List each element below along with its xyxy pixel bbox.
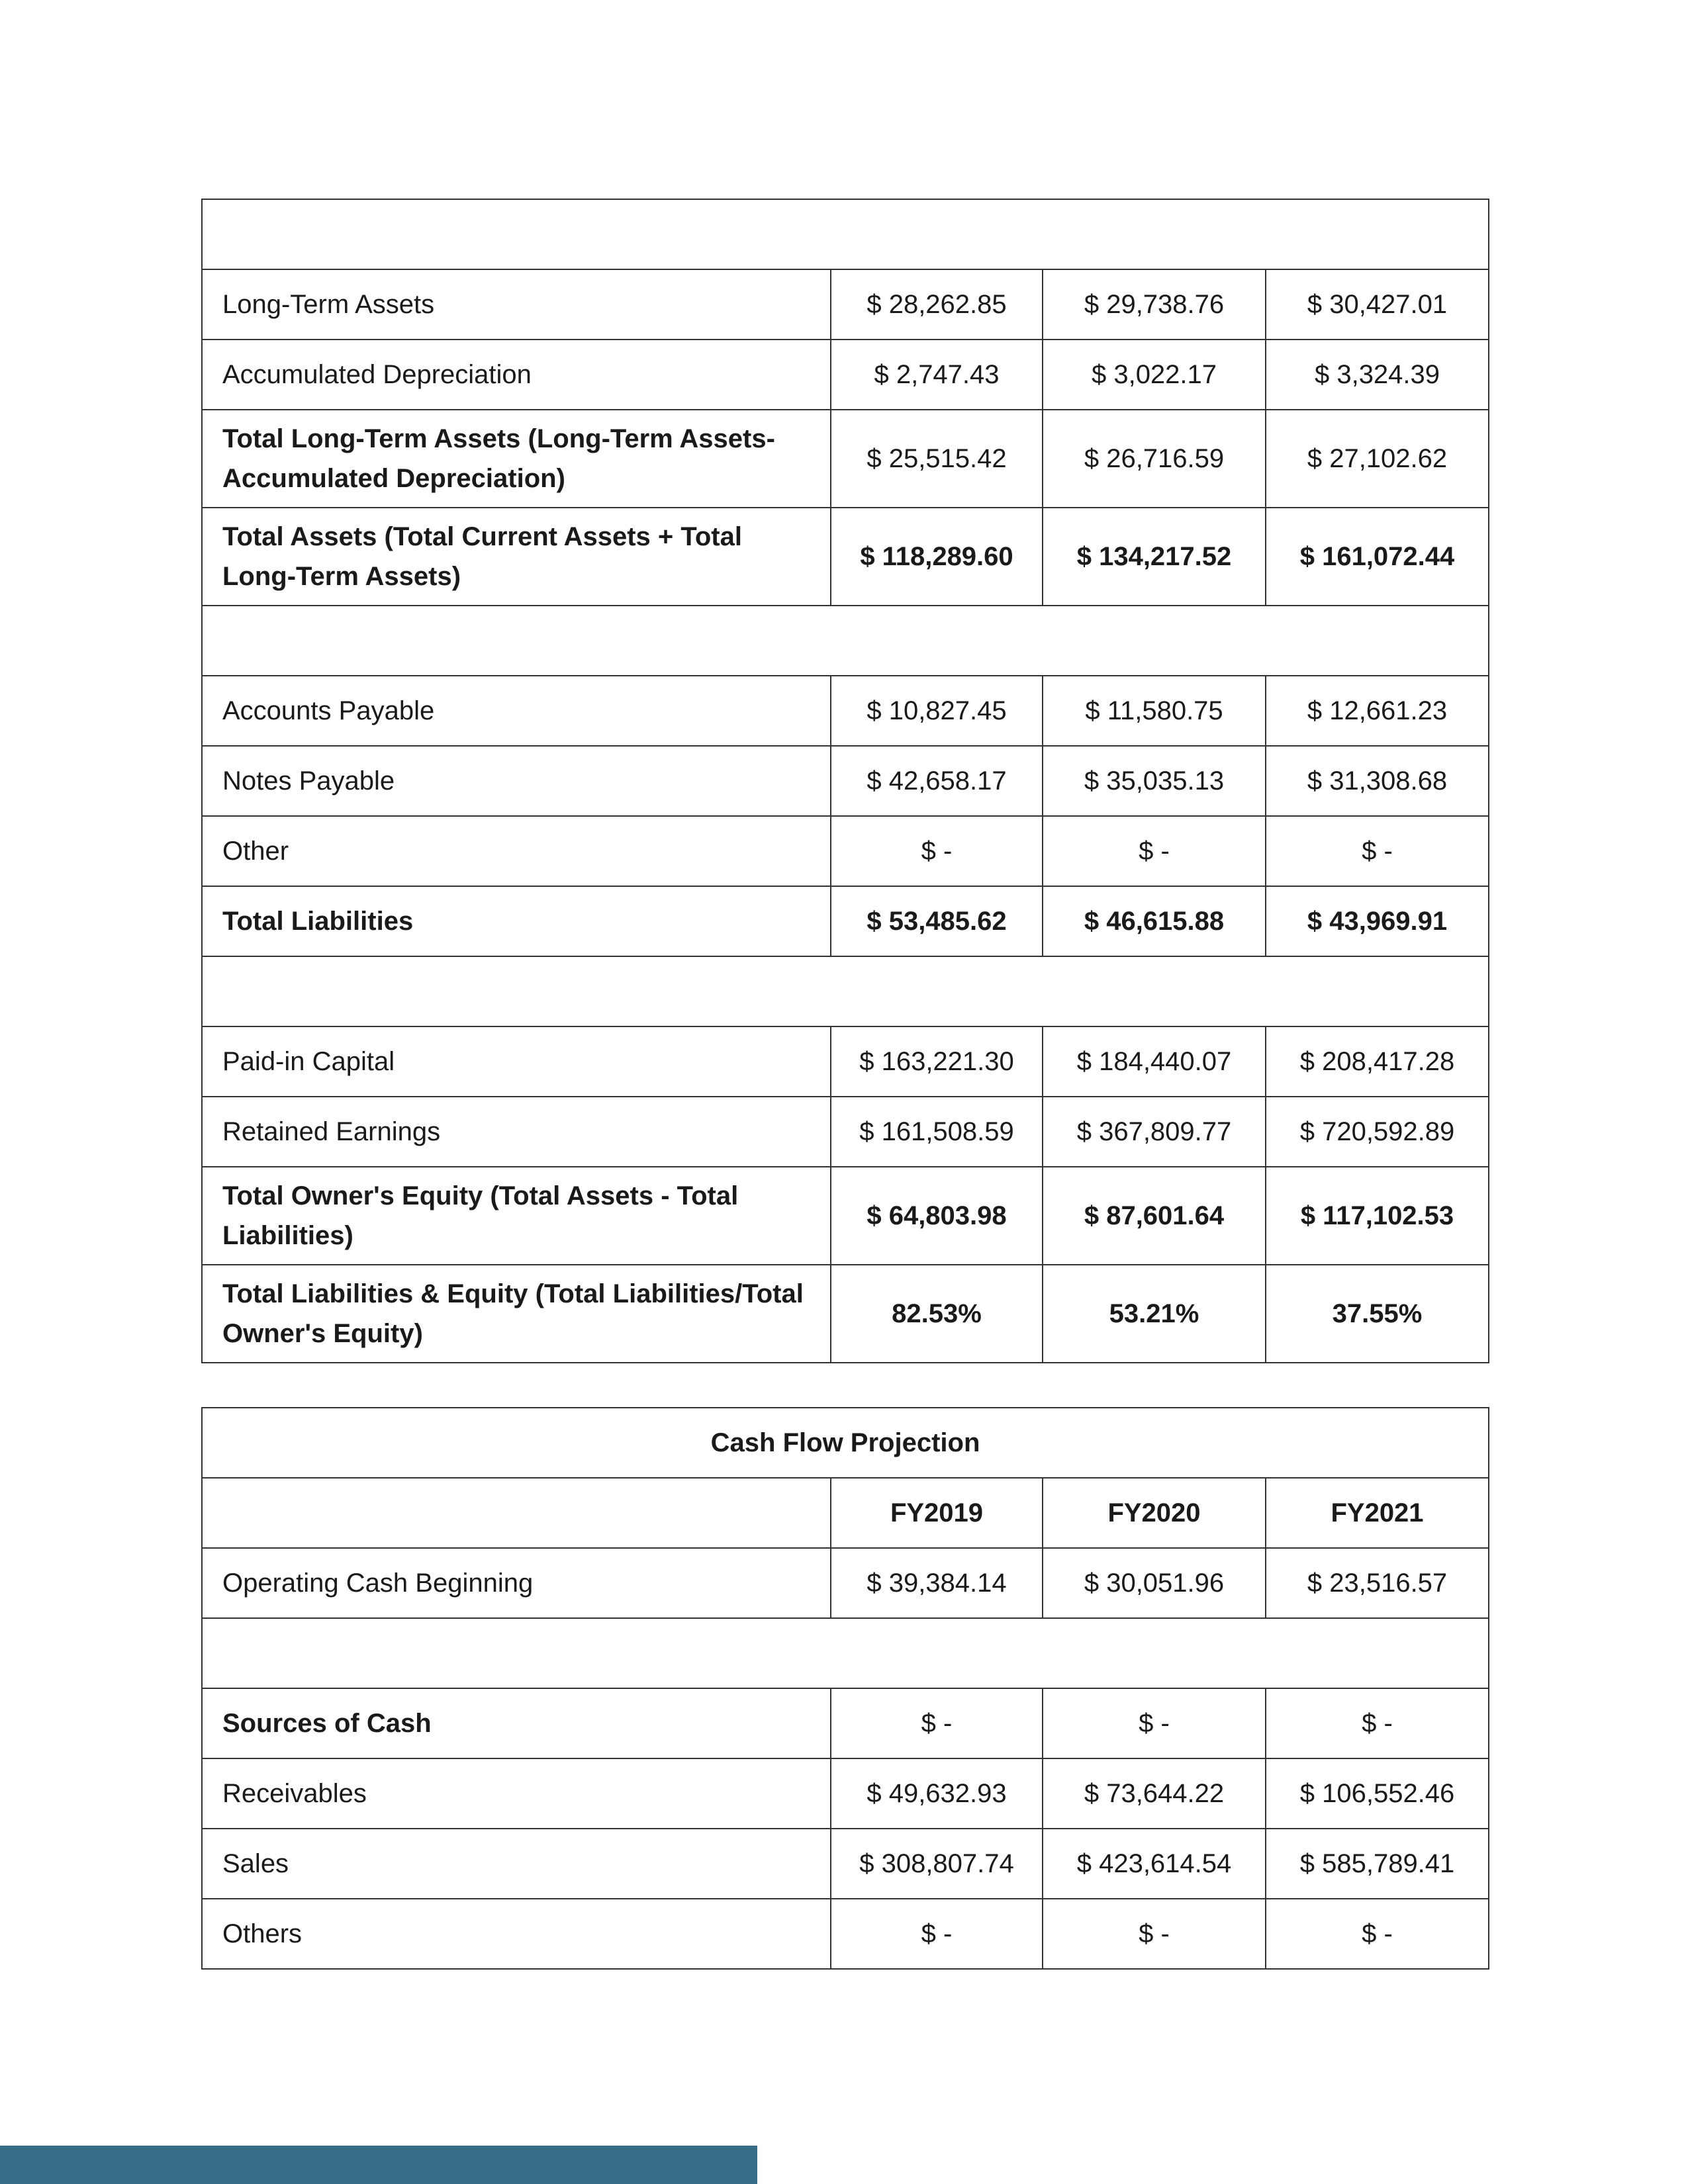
value-cell: $ 87,601.64 <box>1043 1167 1266 1265</box>
row-label: Total Owner's Equity (Total Assets - Total Liabilities) <box>202 1167 831 1265</box>
value-cell: $ 2,747.43 <box>831 340 1043 410</box>
row-total-assets-total-current-assets-total- <box>202 508 1489 606</box>
row-long-term-assets <box>202 269 1489 340</box>
row-label: Accumulated Depreciation <box>202 340 831 410</box>
value-cell: $ 3,324.39 <box>1266 340 1489 410</box>
value-cell: $ 208,417.28 <box>1266 1026 1489 1097</box>
row-label: Sources of Cash <box>202 1688 831 1758</box>
footer-accent-bar <box>0 2146 757 2184</box>
row-label: Accounts Payable <box>202 676 831 746</box>
value-cell: $ 30,051.96 <box>1043 1548 1266 1618</box>
row-label: Long-Term Assets <box>202 269 831 340</box>
cash-flow-body <box>202 1408 1489 1969</box>
row-label: Paid-in Capital <box>202 1026 831 1097</box>
value-cell: $ 12,661.23 <box>1266 676 1489 746</box>
header-fy2019: FY2019 <box>831 1478 1043 1548</box>
value-cell: 37.55% <box>1266 1265 1489 1363</box>
balance-sheet-table <box>201 199 1489 1363</box>
row-operating-cash-beginning <box>202 1548 1489 1618</box>
row-notes-payable <box>202 746 1489 816</box>
header-fy2021: FY2021 <box>1266 1478 1489 1548</box>
value-cell: 53.21% <box>1043 1265 1266 1363</box>
value-cell: $ 117,102.53 <box>1266 1167 1489 1265</box>
row-label: Notes Payable <box>202 746 831 816</box>
value-cell: $ - <box>1266 1688 1489 1758</box>
row-sales <box>202 1829 1489 1899</box>
row-label: Sales <box>202 1829 831 1899</box>
header-empty-cell <box>202 1478 831 1548</box>
value-cell: $ 25,515.42 <box>831 410 1043 508</box>
value-cell: $ 585,789.41 <box>1266 1829 1489 1899</box>
cash-flow-title-row <box>202 1408 1489 1478</box>
row-paid-in-capital <box>202 1026 1489 1097</box>
balance-sheet-body <box>202 199 1489 1363</box>
row-label: Receivables <box>202 1758 831 1829</box>
value-cell: $ 10,827.45 <box>831 676 1043 746</box>
row-total-long-term-assets-long-term-assets- <box>202 410 1489 508</box>
value-cell: $ - <box>1043 1688 1266 1758</box>
value-cell: $ 39,384.14 <box>831 1548 1043 1618</box>
value-cell: 82.53% <box>831 1265 1043 1363</box>
value-cell: $ 31,308.68 <box>1266 746 1489 816</box>
value-cell: $ 423,614.54 <box>1043 1829 1266 1899</box>
value-cell: $ - <box>1266 816 1489 886</box>
value-cell: $ - <box>1043 1899 1266 1969</box>
value-cell: $ - <box>1266 1899 1489 1969</box>
cash-flow-header-row <box>202 1478 1489 1548</box>
value-cell: $ 73,644.22 <box>1043 1758 1266 1829</box>
value-cell: $ 46,615.88 <box>1043 886 1266 956</box>
cash-flow-table <box>201 1407 1489 1970</box>
row-total-liabilities-equity-total-liabiliti <box>202 1265 1489 1363</box>
header-fy2020: FY2020 <box>1043 1478 1266 1548</box>
spacer-cell <box>202 1618 1489 1688</box>
spacer-cell <box>202 199 1489 269</box>
value-cell: $ 26,716.59 <box>1043 410 1266 508</box>
value-cell: $ 23,516.57 <box>1266 1548 1489 1618</box>
value-cell: $ 27,102.62 <box>1266 410 1489 508</box>
row-accounts-payable <box>202 676 1489 746</box>
section-spacer-row <box>202 1618 1489 1688</box>
spacer-cell <box>202 606 1489 676</box>
value-cell: $ 184,440.07 <box>1043 1026 1266 1097</box>
row-receivables <box>202 1758 1489 1829</box>
value-cell: $ 43,969.91 <box>1266 886 1489 956</box>
value-cell: $ 53,485.62 <box>831 886 1043 956</box>
value-cell: $ 3,022.17 <box>1043 340 1266 410</box>
value-cell: $ 720,592.89 <box>1266 1097 1489 1167</box>
row-total-liabilities <box>202 886 1489 956</box>
value-cell: $ - <box>831 816 1043 886</box>
row-label: Total Assets (Total Current Assets + Total Long-Term Assets) <box>202 508 831 606</box>
value-cell: $ 29,738.76 <box>1043 269 1266 340</box>
row-label: Retained Earnings <box>202 1097 831 1167</box>
value-cell: $ 30,427.01 <box>1266 269 1489 340</box>
row-total-owner-s-equity-total-assets-total- <box>202 1167 1489 1265</box>
row-label: Total Liabilities & Equity (Total Liabilities/Total Owner's Equity) <box>202 1265 831 1363</box>
value-cell: $ 35,035.13 <box>1043 746 1266 816</box>
value-cell: $ 64,803.98 <box>831 1167 1043 1265</box>
value-cell: $ 134,217.52 <box>1043 508 1266 606</box>
value-cell: $ 49,632.93 <box>831 1758 1043 1829</box>
row-label: Operating Cash Beginning <box>202 1548 831 1618</box>
row-label: Total Long-Term Assets (Long-Term Assets-Accumulated Depreciation) <box>202 410 831 508</box>
row-sources-of-cash <box>202 1688 1489 1758</box>
value-cell: $ 118,289.60 <box>831 508 1043 606</box>
cash-flow-title: Cash Flow Projection <box>202 1408 1489 1478</box>
value-cell: $ - <box>831 1899 1043 1969</box>
spacer-cell <box>202 956 1489 1026</box>
row-label: Other <box>202 816 831 886</box>
value-cell: $ 11,580.75 <box>1043 676 1266 746</box>
value-cell: $ 28,262.85 <box>831 269 1043 340</box>
value-cell: $ - <box>1043 816 1266 886</box>
value-cell: $ - <box>831 1688 1043 1758</box>
section-spacer-row <box>202 199 1489 269</box>
value-cell: $ 308,807.74 <box>831 1829 1043 1899</box>
row-others <box>202 1899 1489 1969</box>
row-retained-earnings <box>202 1097 1489 1167</box>
value-cell: $ 163,221.30 <box>831 1026 1043 1097</box>
row-other <box>202 816 1489 886</box>
value-cell: $ 161,072.44 <box>1266 508 1489 606</box>
section-spacer-row <box>202 956 1489 1026</box>
value-cell: $ 161,508.59 <box>831 1097 1043 1167</box>
value-cell: $ 367,809.77 <box>1043 1097 1266 1167</box>
row-label: Total Liabilities <box>202 886 831 956</box>
value-cell: $ 106,552.46 <box>1266 1758 1489 1829</box>
section-spacer-row <box>202 606 1489 676</box>
row-accumulated-depreciation <box>202 340 1489 410</box>
row-label: Others <box>202 1899 831 1969</box>
value-cell: $ 42,658.17 <box>831 746 1043 816</box>
